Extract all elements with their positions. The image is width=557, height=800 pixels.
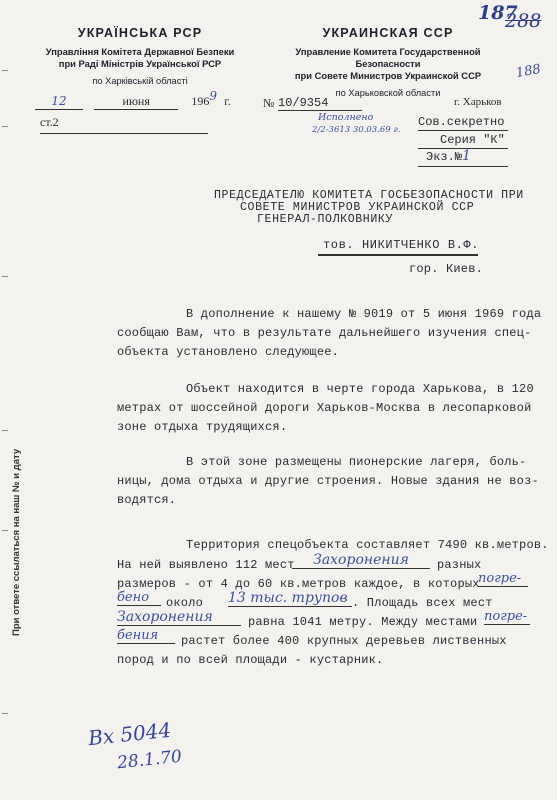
addressee-line2: СОВЕТЕ МИНИСТРОВ УКРАИНСКОЙ ССР bbox=[240, 201, 475, 214]
p4-line5a: равна 1041 метру. Между местами bbox=[248, 615, 478, 629]
doc-city: г. Харьков bbox=[454, 96, 502, 108]
secrecy-level: Сов.секретно bbox=[418, 115, 505, 129]
p4-line6-hand: бения bbox=[117, 628, 175, 644]
header-ru-state: УКРАИНСКАЯ ССР bbox=[322, 26, 454, 40]
margin-tick bbox=[2, 126, 8, 127]
p4-line3a: размеров - от 4 до 60 кв.метров каждое, в которых bbox=[117, 577, 480, 591]
executed-note: Исполнено bbox=[318, 112, 374, 123]
p2-line1: Объект находится в черте города Харькова, в 120 bbox=[186, 382, 534, 396]
margin-tick bbox=[2, 713, 8, 714]
addressee-city: гор. Киев. bbox=[409, 262, 484, 276]
series-label: Серия "К" bbox=[440, 133, 505, 147]
header-ua-org-line2: при Раді Міністрів Української РСР bbox=[58, 58, 222, 69]
p4-line2b: разных bbox=[437, 558, 482, 572]
received-date: 28.1.70 bbox=[116, 746, 183, 774]
header-ua-org-line1: Управління Комітета Державної Безпеки bbox=[45, 46, 235, 57]
p4-line4-hand2: 13 тыс. трупов bbox=[228, 590, 352, 607]
header-ukrainian bbox=[16, 26, 264, 86]
addressee-name-rule bbox=[318, 254, 478, 256]
addressee-name: тов. НИКИТЧЕНКО В.Ф. bbox=[323, 238, 480, 252]
doc-number-label: № bbox=[263, 96, 275, 110]
header-ru-org-line2: при Совете Министров Украинской ССР bbox=[294, 70, 482, 81]
copy-rule bbox=[418, 166, 508, 167]
p2-line3: зоне отдыха трудящихся. bbox=[117, 420, 288, 434]
margin-tick bbox=[2, 70, 8, 71]
header-ru-region: по Харьковской области bbox=[335, 88, 441, 98]
p4-line4b: . Площадь всех мест bbox=[352, 596, 493, 610]
copy-label: Экз.№ bbox=[426, 150, 463, 164]
copy-number: 1 bbox=[462, 148, 471, 164]
date-month: июня bbox=[122, 94, 150, 108]
p3-line2: ницы, дома отдыха и другие строения. Новые здания не воз- bbox=[117, 474, 539, 488]
margin-tick bbox=[2, 430, 8, 431]
p2-line2: метрах от шоссейной дороги Харьков-Москва в лесопарковой bbox=[117, 401, 532, 415]
p4-line4-hand1: бено bbox=[117, 590, 161, 606]
date-day: 12 bbox=[51, 94, 67, 108]
archive-page-number-crossed: 288 bbox=[505, 10, 542, 32]
executed-ref: 2/2-3613 30.03.69 г. bbox=[312, 125, 401, 135]
page-label-rule bbox=[40, 133, 208, 134]
p4-line2-hand: Захоронения bbox=[292, 552, 430, 569]
header-ru-org-line1: Управление Комитета Государственной Безопасности bbox=[295, 46, 481, 69]
p4-line5-hand: Захоронения bbox=[117, 609, 241, 626]
received-stamp: Вх 5044 bbox=[86, 717, 173, 751]
header-russian bbox=[262, 26, 514, 98]
secrecy-rule bbox=[418, 130, 508, 131]
addressee-line1: ПРЕДСЕДАТЕЛЮ КОМИТЕТА ГОСБЕЗОПАСНОСТИ ПРИ bbox=[214, 189, 524, 202]
p1-line3: объекта установлено следующее. bbox=[117, 345, 340, 359]
p4-line1: Территория спецобъекта составляет 7490 кв.метров. bbox=[186, 538, 549, 552]
date-year-unit: г. bbox=[224, 94, 231, 108]
p4-line4a: около bbox=[166, 596, 204, 610]
p4-line7: пород и по всей площади - кустарник. bbox=[117, 653, 384, 667]
copy-line bbox=[426, 148, 471, 164]
margin-tick bbox=[2, 530, 8, 531]
p4-line2a: На ней выявлено 112 мест bbox=[117, 558, 295, 572]
p3-line1: В этой зоне размещены пионерские лагеря, боль- bbox=[186, 455, 527, 469]
archive-page-number-side: 188 bbox=[514, 61, 542, 82]
p1-line2: сообщаю Вам, что в результате дальнейшего изучения спец- bbox=[117, 326, 532, 340]
header-ua-region: по Харківській області bbox=[92, 76, 188, 86]
date-month-blank bbox=[94, 94, 178, 110]
p3-line3: водятся. bbox=[117, 493, 177, 507]
header-ua-state: УКРАЇНСЬКА РСР bbox=[77, 26, 203, 40]
p4-line6a: растет более 400 крупных деревьев лиственных bbox=[181, 634, 507, 648]
page-label: ст.2 bbox=[40, 115, 59, 129]
date-year-prefix: 196 bbox=[191, 94, 210, 108]
margin-note: При ответе ссылаться на наш № и дату bbox=[11, 448, 22, 636]
archive-page-number: 187 bbox=[478, 2, 518, 24]
margin-tick bbox=[2, 276, 8, 277]
doc-number: 10/9354 bbox=[278, 96, 362, 111]
p1-line1: В дополнение к нашему № 9019 от 5 июня 1969 года bbox=[186, 307, 542, 321]
date-year-suffix: 9 bbox=[209, 89, 218, 103]
addressee-line3: ГЕНЕРАЛ-ПОЛКОВНИКУ bbox=[257, 213, 394, 226]
p4-line3-hand: погре- bbox=[478, 571, 528, 587]
p4-line5-hand2: погре- bbox=[484, 609, 530, 625]
date-line bbox=[35, 89, 231, 110]
date-day-blank bbox=[35, 94, 83, 110]
